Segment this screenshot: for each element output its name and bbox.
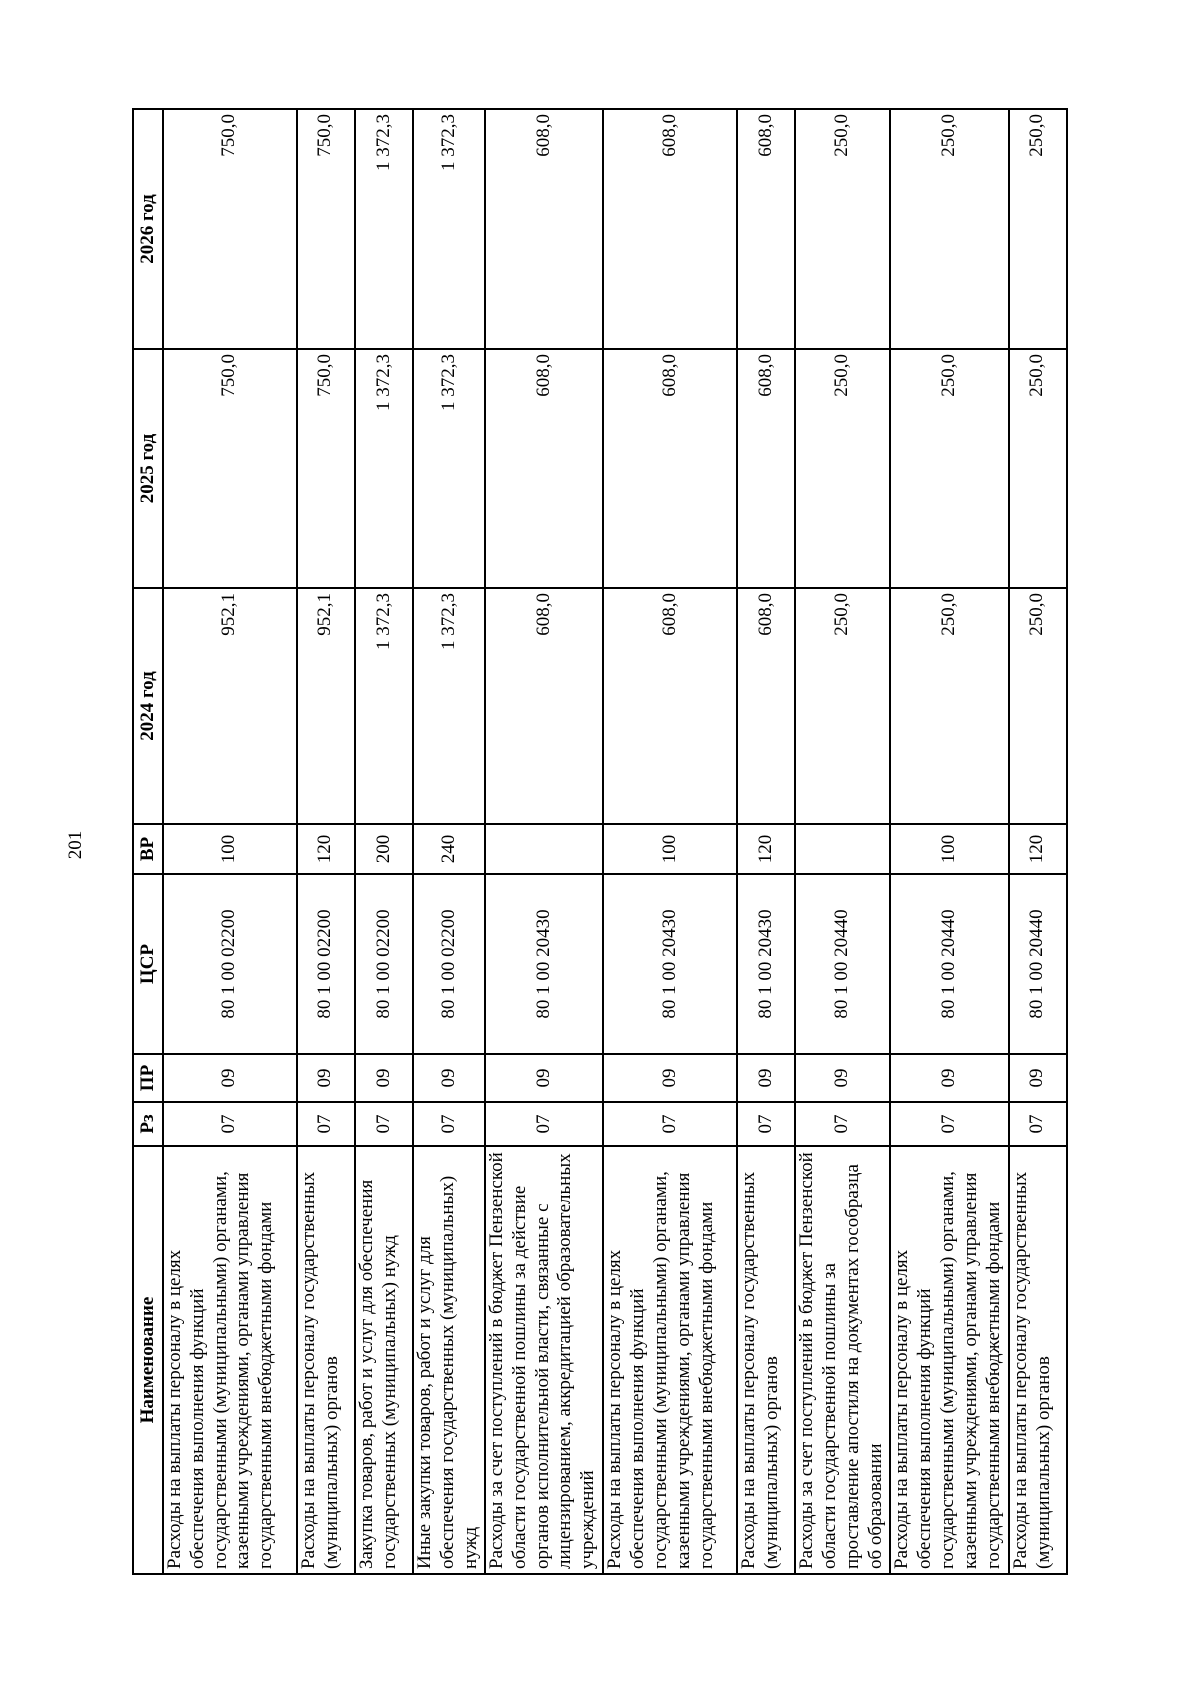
cell-pr: 09 — [890, 1054, 1008, 1102]
cell-y2025: 250,0 — [1009, 349, 1067, 588]
cell-name: Расходы на выплаты персоналу в целях обеспечения выполнения функций государственными (муниципальными) органами, казенными учреждениями, органами управления государственными внебюджетными фондами — [163, 1146, 297, 1574]
cell-name: Расходы на выплаты персоналу государственных (муниципальных) органов — [1009, 1146, 1067, 1574]
cell-y2024: 1 372,3 — [355, 588, 413, 824]
cell-rz: 07 — [485, 1102, 603, 1146]
cell-pr: 09 — [1009, 1054, 1067, 1102]
cell-name: Иные закупки товаров, работ и услуг для обеспечения государственных (муниципальных) нужд — [413, 1146, 485, 1574]
cell-vr: 120 — [297, 824, 355, 874]
cell-csr: 80 1 00 20440 — [795, 874, 890, 1054]
cell-pr: 09 — [297, 1054, 355, 1102]
cell-vr: 240 — [413, 824, 485, 874]
cell-csr: 80 1 00 20440 — [1009, 874, 1067, 1054]
cell-vr — [795, 824, 890, 874]
header-name: Наименование — [133, 1146, 163, 1574]
header-rz: Рз — [133, 1102, 163, 1146]
cell-csr: 80 1 00 02200 — [297, 874, 355, 1054]
cell-y2025: 608,0 — [485, 349, 603, 588]
cell-y2026: 750,0 — [297, 109, 355, 349]
cell-y2025: 608,0 — [603, 349, 737, 588]
cell-y2024: 250,0 — [890, 588, 1008, 824]
cell-y2025: 750,0 — [297, 349, 355, 588]
cell-vr — [485, 824, 603, 874]
header-2026: 2026 год — [133, 109, 163, 349]
cell-y2024: 952,1 — [163, 588, 297, 824]
budget-table — [132, 108, 1068, 1575]
cell-y2024: 608,0 — [603, 588, 737, 824]
cell-y2026: 608,0 — [485, 109, 603, 349]
cell-rz: 07 — [1009, 1102, 1067, 1146]
cell-y2025: 250,0 — [795, 349, 890, 588]
table-row — [485, 109, 603, 1574]
cell-rz: 07 — [737, 1102, 795, 1146]
cell-y2025: 750,0 — [163, 349, 297, 588]
cell-vr: 120 — [1009, 824, 1067, 874]
header-vr: ВР — [133, 824, 163, 874]
cell-rz: 07 — [603, 1102, 737, 1146]
table-row — [297, 109, 355, 1574]
cell-y2026: 250,0 — [890, 109, 1008, 349]
cell-y2026: 1 372,3 — [355, 109, 413, 349]
cell-y2024: 952,1 — [297, 588, 355, 824]
table-row — [163, 109, 297, 1574]
cell-y2026: 250,0 — [795, 109, 890, 349]
cell-name: Расходы на выплаты персоналу государственных (муниципальных) органов — [737, 1146, 795, 1574]
cell-pr: 09 — [795, 1054, 890, 1102]
cell-pr: 09 — [163, 1054, 297, 1102]
cell-name: Расходы за счет поступлений в бюджет Пензенской области государственной пошлины за проставление апостиля на документах гособразца об образовании — [795, 1146, 890, 1574]
cell-vr: 200 — [355, 824, 413, 874]
cell-y2025: 1 372,3 — [413, 349, 485, 588]
cell-name: Закупка товаров, работ и услуг для обеспечения государственных (муниципальных) нужд — [355, 1146, 413, 1574]
cell-vr: 100 — [603, 824, 737, 874]
table-row — [890, 109, 1008, 1574]
cell-csr: 80 1 00 20440 — [890, 874, 1008, 1054]
cell-rz: 07 — [355, 1102, 413, 1146]
cell-y2025: 250,0 — [890, 349, 1008, 588]
cell-y2026: 608,0 — [737, 109, 795, 349]
table-row — [737, 109, 795, 1574]
cell-csr: 80 1 00 20430 — [485, 874, 603, 1054]
cell-rz: 07 — [297, 1102, 355, 1146]
cell-rz: 07 — [795, 1102, 890, 1146]
cell-vr: 100 — [163, 824, 297, 874]
cell-rz: 07 — [890, 1102, 1008, 1146]
cell-name: Расходы за счет поступлений в бюджет Пензенской области государственной пошлины за действие органов исполнительной власти, связанные с лицензированием, аккредитацией образовательных учреждений — [485, 1146, 603, 1574]
cell-y2025: 608,0 — [737, 349, 795, 588]
cell-y2024: 250,0 — [795, 588, 890, 824]
cell-csr: 80 1 00 20430 — [603, 874, 737, 1054]
table-row — [1009, 109, 1067, 1574]
cell-y2024: 1 372,3 — [413, 588, 485, 824]
cell-vr: 100 — [890, 824, 1008, 874]
cell-y2024: 608,0 — [737, 588, 795, 824]
cell-rz: 07 — [163, 1102, 297, 1146]
cell-name: Расходы на выплаты персоналу государственных (муниципальных) органов — [297, 1146, 355, 1574]
cell-csr: 80 1 00 02200 — [355, 874, 413, 1054]
cell-y2026: 750,0 — [163, 109, 297, 349]
cell-y2026: 250,0 — [1009, 109, 1067, 349]
budget-table-container — [132, 110, 1068, 1575]
table-row — [603, 109, 737, 1574]
cell-y2025: 1 372,3 — [355, 349, 413, 588]
cell-pr: 09 — [413, 1054, 485, 1102]
cell-vr: 120 — [737, 824, 795, 874]
page-number: 201 — [65, 830, 86, 860]
cell-y2026: 1 372,3 — [413, 109, 485, 349]
cell-csr: 80 1 00 20430 — [737, 874, 795, 1054]
table-row — [795, 109, 890, 1574]
header-2025: 2025 год — [133, 349, 163, 588]
cell-rz: 07 — [413, 1102, 485, 1146]
header-pr: ПР — [133, 1054, 163, 1102]
cell-csr: 80 1 00 02200 — [413, 874, 485, 1054]
cell-pr: 09 — [737, 1054, 795, 1102]
cell-y2026: 608,0 — [603, 109, 737, 349]
cell-pr: 09 — [603, 1054, 737, 1102]
table-header-row — [133, 109, 163, 1574]
cell-name: Расходы на выплаты персоналу в целях обеспечения выполнения функций государственными (муниципальными) органами, казенными учреждениями, органами управления государственными внебюджетными фондами — [603, 1146, 737, 1574]
table-body — [163, 109, 1067, 1574]
cell-y2024: 608,0 — [485, 588, 603, 824]
table-row — [413, 109, 485, 1574]
cell-pr: 09 — [355, 1054, 413, 1102]
cell-name: Расходы на выплаты персоналу в целях обеспечения выполнения функций государственными (муниципальными) органами, казенными учреждениями, органами управления государственными внебюджетными фондами — [890, 1146, 1008, 1574]
header-csr: ЦСР — [133, 874, 163, 1054]
cell-pr: 09 — [485, 1054, 603, 1102]
cell-y2024: 250,0 — [1009, 588, 1067, 824]
table-row — [355, 109, 413, 1574]
header-2024: 2024 год — [133, 588, 163, 824]
cell-csr: 80 1 00 02200 — [163, 874, 297, 1054]
